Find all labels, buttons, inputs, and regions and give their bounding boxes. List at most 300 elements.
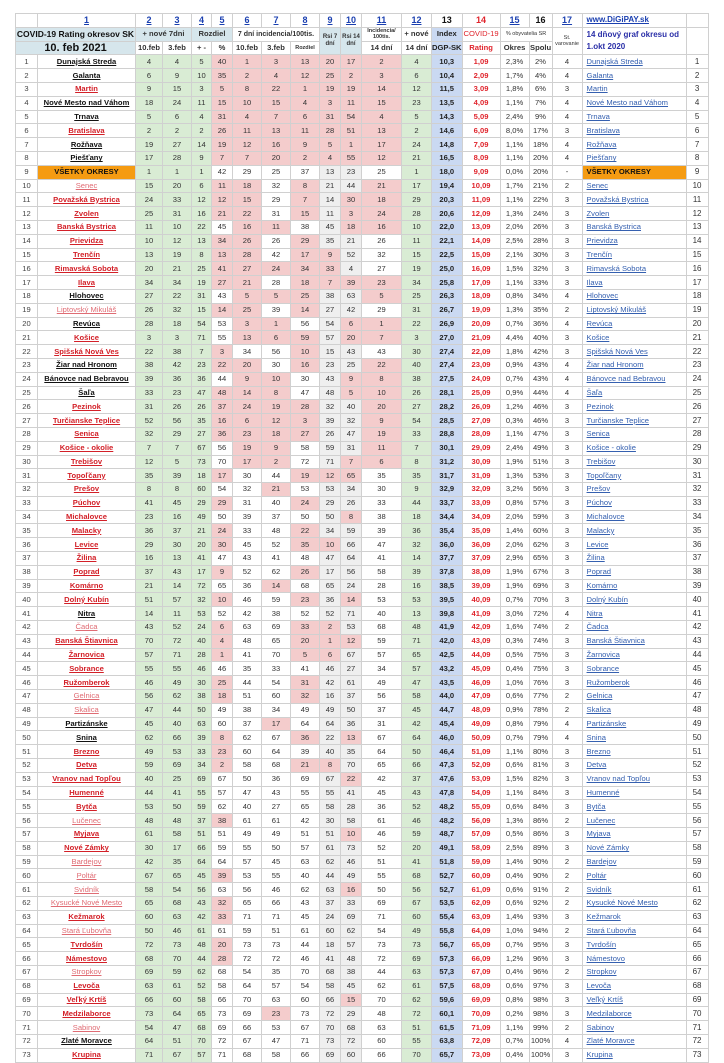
district-name[interactable]: Krupina [38,1048,136,1062]
value-cell: 36 [192,372,212,386]
row-rank: 44 [686,648,708,662]
value-cell: 28 [262,276,291,290]
index-cell: 27,4 [432,345,463,359]
district-name[interactable]: Ružomberok [38,676,136,690]
district-name[interactable]: Ilava [38,276,136,290]
value-cell: 20 [402,841,432,855]
column-link-1[interactable]: 1 [38,14,136,28]
value-cell: 6 [341,317,362,331]
row-number: 62 [16,897,38,911]
value-cell: 49 [233,828,262,842]
district-graph-link[interactable]: Galanta [582,69,686,83]
value-cell: 65 [136,897,163,911]
value-cell: 28 [212,952,233,966]
district-name[interactable]: Poltár [38,869,136,883]
district-graph-link[interactable]: Trebišov [582,455,686,469]
district-graph-link[interactable]: Dunajská Streda [582,55,686,69]
district-name[interactable]: Tvrdošín [38,938,136,952]
district-graph-link[interactable]: Levoča [582,979,686,993]
value-cell: 9 [402,483,432,497]
district-graph-link[interactable]: Bardejov [582,855,686,869]
district-name[interactable]: Senec [38,179,136,193]
district-name[interactable]: Topoľčany [38,469,136,483]
value-cell: 18 [212,690,233,704]
value-cell: 44 [320,869,341,883]
value-cell: 22 [262,82,291,96]
index-cell: 57,3 [432,965,463,979]
district-graph-link[interactable]: Topoľčany [582,469,686,483]
value-cell: 46 [362,828,402,842]
value-cell: 6 [362,455,402,469]
district-graph-link[interactable]: Turčianske Teplice [582,414,686,428]
district-name[interactable]: Zvolen [38,207,136,221]
district-graph-link[interactable]: Senica [582,427,686,441]
value-cell: 38 [402,372,432,386]
district-graph-link[interactable]: Pezinok [582,400,686,414]
row-number: 37 [16,552,38,566]
table-row [16,910,709,924]
district-name[interactable]: Gelnica [38,690,136,704]
district-name[interactable]: Lučenec [38,814,136,828]
district-graph-link[interactable]: Detva [582,759,686,773]
district-name[interactable]: Púchov [38,496,136,510]
value-cell: 73 [233,938,262,952]
district-graph-link[interactable]: Rožňava [582,138,686,152]
district-name[interactable]: Rožňava [38,138,136,152]
index-cell: 61,5 [432,1021,463,1035]
value-cell: 39 [136,372,163,386]
warning-cell: 3 [552,427,582,441]
district-name[interactable]: Trebišov [38,455,136,469]
district-name[interactable]: Trenčín [38,248,136,262]
value-cell: 45 [192,869,212,883]
value-cell: 42 [341,303,362,317]
table-row [16,979,709,993]
rating-cell: 13,09 [462,220,500,234]
value-cell: 32 [233,483,262,497]
value-cell: 19 [402,262,432,276]
rsi14-header: Rsi 14 dní [341,27,362,55]
district-name[interactable]: Detva [38,759,136,773]
district-name[interactable]: Pezinok [38,400,136,414]
district-name[interactable]: Žarnovica [38,648,136,662]
district-graph-link[interactable]: Žiar nad Hronom [582,358,686,372]
district-name[interactable]: Senica [38,427,136,441]
district-name[interactable]: Banská Bystrica [38,220,136,234]
district-name[interactable]: Revúca [38,317,136,331]
district-graph-link[interactable]: Humenné [582,786,686,800]
district-name[interactable]: Snina [38,731,136,745]
district-graph-link[interactable]: Kysucké Nové Mesto [582,897,686,911]
district-name[interactable]: Svidník [38,883,136,897]
value-cell: 8 [212,731,233,745]
rating-cell: 7,09 [462,138,500,152]
district-graph-link[interactable]: Senec [582,179,686,193]
warning-cell: 2 [552,690,582,704]
district-graph-link[interactable]: Sobrance [582,662,686,676]
district-graph-link[interactable]: Nové Zámky [582,841,686,855]
value-cell: 22 [233,207,262,221]
covid-header: COVID-19 [462,27,500,41]
district-name[interactable]: Malacky [38,524,136,538]
district-name[interactable]: Humenné [38,786,136,800]
pct-okres-cell: 2,5% [500,234,529,248]
district-name[interactable]: Komárno [38,579,136,593]
value-cell: 29 [192,496,212,510]
district-graph-link[interactable]: Kežmarok [582,910,686,924]
district-name[interactable]: Bratislava [38,124,136,138]
district-graph-link[interactable]: Krupina [582,1048,686,1062]
district-name[interactable]: Prešov [38,483,136,497]
district-graph-link[interactable]: Zvolen [582,207,686,221]
value-cell: 71 [163,648,192,662]
district-graph-link[interactable]: Svidník [582,883,686,897]
value-cell: 52 [341,248,362,262]
value-cell: 53 [233,869,262,883]
district-name[interactable]: Zlaté Moravce [38,1034,136,1048]
value-cell: 4 [262,69,291,83]
rating-cell: 52,09 [462,759,500,773]
district-graph-link[interactable]: Vranov nad Topľou [582,772,686,786]
value-cell: 53 [136,800,163,814]
value-cell: 14 [341,593,362,607]
column-link-12[interactable]: 12 [402,14,432,28]
district-graph-link[interactable]: Púchov [582,496,686,510]
value-cell: 19 [362,427,402,441]
district-graph-link[interactable]: Žilina [582,552,686,566]
row-number: 69 [16,993,38,1007]
value-cell: 3 [163,331,192,345]
district-graph-link[interactable]: Piešťany [582,151,686,165]
district-name[interactable]: Piešťany [38,151,136,165]
district-name[interactable]: Poprad [38,565,136,579]
value-cell: 17 [362,138,402,152]
site-link[interactable]: www.DiGiPAY.sk [582,14,686,28]
district-graph-link[interactable]: Rimavská Sobota [582,262,686,276]
value-cell: 26 [320,427,341,441]
district-graph-link[interactable]: Michalovce [582,510,686,524]
district-name[interactable]: Sobrance [38,662,136,676]
district-name[interactable]: Dolný Kubín [38,593,136,607]
district-graph-link[interactable]: Bánovce nad Bebravou [582,372,686,386]
district-name[interactable]: Veľký Krtíš [38,993,136,1007]
value-cell: 9 [212,565,233,579]
district-graph-link[interactable]: Partizánske [582,717,686,731]
district-graph-link[interactable]: Komárno [582,579,686,593]
district-graph-link[interactable]: Snina [582,731,686,745]
value-cell: 71 [262,910,291,924]
value-cell: 43 [233,552,262,566]
pct-spolu-cell: 84% [529,800,552,814]
district-name[interactable]: Rimavská Sobota [38,262,136,276]
value-cell: 41 [136,496,163,510]
value-cell: 72 [163,634,192,648]
value-cell: 42 [163,358,192,372]
value-cell: 20 [163,179,192,193]
district-name[interactable]: Liptovský Mikuláš [38,303,136,317]
district-graph-link[interactable]: Liptovský Mikuláš [582,303,686,317]
district-name[interactable]: Spišská Nová Ves [38,345,136,359]
value-cell: 10 [136,234,163,248]
district-name[interactable]: Žilina [38,552,136,566]
row-number: 68 [16,979,38,993]
warning-cell: 3 [552,234,582,248]
district-graph-link[interactable]: Gelnica [582,690,686,704]
column-link-4[interactable]: 4 [192,14,212,28]
district-name[interactable]: Martin [38,82,136,96]
value-cell: 59 [320,441,341,455]
district-name[interactable]: Levice [38,538,136,552]
table-row [16,883,709,897]
pct-spolu-cell: 75% [529,662,552,676]
index-cell: 44,7 [432,703,463,717]
column-link-8[interactable]: 8 [291,14,320,28]
district-name[interactable]: Nové Zámky [38,841,136,855]
district-name[interactable]: Hlohovec [38,289,136,303]
value-cell: 33 [192,745,212,759]
column-link-9[interactable]: 9 [320,14,341,28]
value-cell: 61 [362,814,402,828]
district-name[interactable]: Trnava [38,110,136,124]
district-name[interactable]: Levoča [38,979,136,993]
value-cell: 17 [212,469,233,483]
pct-okres-cell: 1,3% [500,303,529,317]
value-cell: 34 [163,276,192,290]
value-cell: 2 [233,69,262,83]
row-rank: 35 [686,524,708,538]
district-name[interactable]: Galanta [38,69,136,83]
district-name[interactable]: Skalica [38,703,136,717]
district-name[interactable]: Michalovce [38,510,136,524]
warning-cell: 4 [552,1034,582,1048]
district-name[interactable]: Kysucké Nové Mesto [38,897,136,911]
district-name[interactable]: Bytča [38,800,136,814]
value-cell: 73 [402,938,432,952]
column-link-11[interactable]: 11 [362,14,402,28]
district-name[interactable]: Bánovce nad Bebravou [38,372,136,386]
value-cell: 45 [136,717,163,731]
district-graph-link[interactable]: Stará Ľubovňa [582,924,686,938]
pct-spolu-cell: 89% [529,841,552,855]
table-row [16,965,709,979]
district-name[interactable]: Stará Ľubovňa [38,924,136,938]
value-cell: 64 [233,979,262,993]
district-name[interactable]: Partizánske [38,717,136,731]
district-name[interactable]: Námestovo [38,952,136,966]
pct-okres-cell: 1,1% [500,96,529,110]
value-cell: 35 [262,965,291,979]
district-name[interactable]: Brezno [38,745,136,759]
district-graph-link[interactable]: Brezno [582,745,686,759]
row-rank: 40 [686,593,708,607]
district-graph-link[interactable]: Košice [582,331,686,345]
district-graph-link[interactable]: Veľký Krtíš [582,993,686,1007]
value-cell: 37 [192,814,212,828]
district-graph-link[interactable]: Námestovo [582,952,686,966]
district-name[interactable]: Kežmarok [38,910,136,924]
district-graph-link[interactable]: Banská Štiavnica [582,634,686,648]
district-graph-link[interactable]: Čadca [582,621,686,635]
column-link-17[interactable]: 17 [552,14,582,28]
district-name[interactable]: Sabinov [38,1021,136,1035]
district-name[interactable]: Košice [38,331,136,345]
value-cell: 48 [163,814,192,828]
value-cell: 36 [402,524,432,538]
district-graph-link[interactable]: Považská Bystrica [582,193,686,207]
warning-cell: 3 [552,483,582,497]
rating-cell: 60,09 [462,869,500,883]
value-cell: 69 [320,1048,341,1062]
value-cell: 69 [341,910,362,924]
value-cell: 29 [163,427,192,441]
district-name[interactable]: Turčianske Teplice [38,414,136,428]
value-cell: 71 [320,455,341,469]
row-rank: 19 [686,303,708,317]
value-cell: 61 [192,924,212,938]
district-graph-link[interactable]: Ilava [582,276,686,290]
new7-header: + nové 7dni [136,27,192,41]
row-rank: 25 [686,386,708,400]
district-graph-link[interactable]: Lučenec [582,814,686,828]
row-number: 21 [16,331,38,345]
value-cell: 58 [341,814,362,828]
district-graph-link[interactable]: Žarnovica [582,648,686,662]
value-cell: 22 [341,772,362,786]
district-graph-link[interactable]: Spišská Nová Ves [582,345,686,359]
column-link-2[interactable]: 2 [136,14,163,28]
district-graph-link[interactable]: Revúca [582,317,686,331]
row-rank: 33 [686,496,708,510]
column-link-15[interactable]: 15 [500,14,529,28]
district-name[interactable]: Košice - okolie [38,441,136,455]
rating-cell: 25,09 [462,386,500,400]
value-cell: 12 [233,138,262,152]
district-graph-link[interactable]: Tvrdošín [582,938,686,952]
district-name[interactable]: Nitra [38,607,136,621]
district-graph-link[interactable]: Prievidza [582,234,686,248]
district-graph-link[interactable]: Sabinov [582,1021,686,1035]
value-cell: 28 [192,648,212,662]
index-cell: 44,0 [432,690,463,704]
table-row [16,303,709,317]
value-cell: 9 [341,372,362,386]
district-graph-link[interactable]: Skalica [582,703,686,717]
warning-cell: 4 [552,607,582,621]
district-graph-link[interactable]: Košice - okolie [582,441,686,455]
district-name[interactable]: Žiar nad Hronom [38,358,136,372]
value-cell: 19 [291,469,320,483]
pct-okres-cell: 1,7% [500,179,529,193]
district-name[interactable]: Dunajská Streda [38,55,136,69]
district-graph-link[interactable]: Martin [582,82,686,96]
district-graph-link[interactable]: Malacky [582,524,686,538]
district-graph-link[interactable]: Bytča [582,800,686,814]
value-cell: 45 [402,703,432,717]
district-graph-link[interactable]: Banská Bystrica [582,220,686,234]
value-cell: 36 [212,427,233,441]
value-cell: 2 [136,124,163,138]
row-rank: 59 [686,855,708,869]
row-rank: 6 [686,124,708,138]
value-cell: 23 [402,96,432,110]
district-graph-link[interactable]: Nové Mesto nad Váhom [582,96,686,110]
column-link-6[interactable]: 6 [233,14,262,28]
warning-cell: 4 [552,55,582,69]
warning-cell: 3 [552,938,582,952]
column-link-5[interactable]: 5 [212,14,233,28]
rating-cell: 36,09 [462,538,500,552]
district-graph-link[interactable]: Stropkov [582,965,686,979]
value-cell: 5 [192,55,212,69]
value-cell: 31 [233,496,262,510]
value-cell: 2 [402,124,432,138]
district-graph-link[interactable]: Trnava [582,110,686,124]
value-cell: 46 [163,924,192,938]
district-name[interactable]: Myjava [38,828,136,842]
index-cell: 41,9 [432,621,463,635]
district-graph-link[interactable]: Myjava [582,828,686,842]
value-cell: 15 [291,207,320,221]
district-name[interactable]: Banská Štiavnica [38,634,136,648]
district-name[interactable]: Šaľa [38,386,136,400]
value-cell: 16 [402,579,432,593]
value-cell: 21 [402,151,432,165]
district-graph-link[interactable]: Levice [582,538,686,552]
value-cell: 58 [192,993,212,1007]
district-graph-link[interactable]: Nitra [582,607,686,621]
value-cell: 69 [402,952,432,966]
pct-spolu-cell: 82% [529,772,552,786]
district-graph-link[interactable]: Zlaté Moravce [582,1034,686,1048]
column-link-10[interactable]: 10 [341,14,362,28]
value-cell: 68 [362,621,402,635]
value-cell: 37 [362,703,402,717]
district-name[interactable]: Medzilaborce [38,1007,136,1021]
district-graph-link[interactable]: Trenčín [582,248,686,262]
value-cell: 44 [212,372,233,386]
district-graph-link[interactable]: Šaľa [582,386,686,400]
district-graph-link[interactable]: Hlohovec [582,289,686,303]
table-row [16,510,709,524]
district-name[interactable]: Bardejov [38,855,136,869]
rating-cell: 62,09 [462,897,500,911]
district-graph-link[interactable]: Poprad [582,565,686,579]
district-name[interactable]: Prievidza [38,234,136,248]
column-link-7[interactable]: 7 [262,14,291,28]
warning-cell: 3 [552,634,582,648]
pct-spolu-cell: 70% [529,593,552,607]
column-link-3[interactable]: 3 [163,14,192,28]
district-graph-link[interactable]: Dolný Kubín [582,593,686,607]
district-name[interactable]: Čadca [38,621,136,635]
row-rank: 68 [686,979,708,993]
district-name[interactable]: Považská Bystrica [38,193,136,207]
district-graph-link[interactable]: Bratislava [582,124,686,138]
district-name[interactable]: Nové Mesto nad Váhom [38,96,136,110]
district-graph-link[interactable]: Medzilaborce [582,1007,686,1021]
pct-spolu-cell: 32% [529,262,552,276]
district-graph-link[interactable]: Ružomberok [582,676,686,690]
value-cell: 9 [233,372,262,386]
index-cell: 27,5 [432,372,463,386]
district-name[interactable]: Vranov nad Topľou [38,772,136,786]
district-name[interactable]: Stropkov [38,965,136,979]
district-graph-link[interactable]: Poltár [582,869,686,883]
value-cell: 42 [320,676,341,690]
value-cell: 52 [362,841,402,855]
index-cell: 18,0 [432,165,463,179]
district-graph-link[interactable]: Prešov [582,483,686,497]
